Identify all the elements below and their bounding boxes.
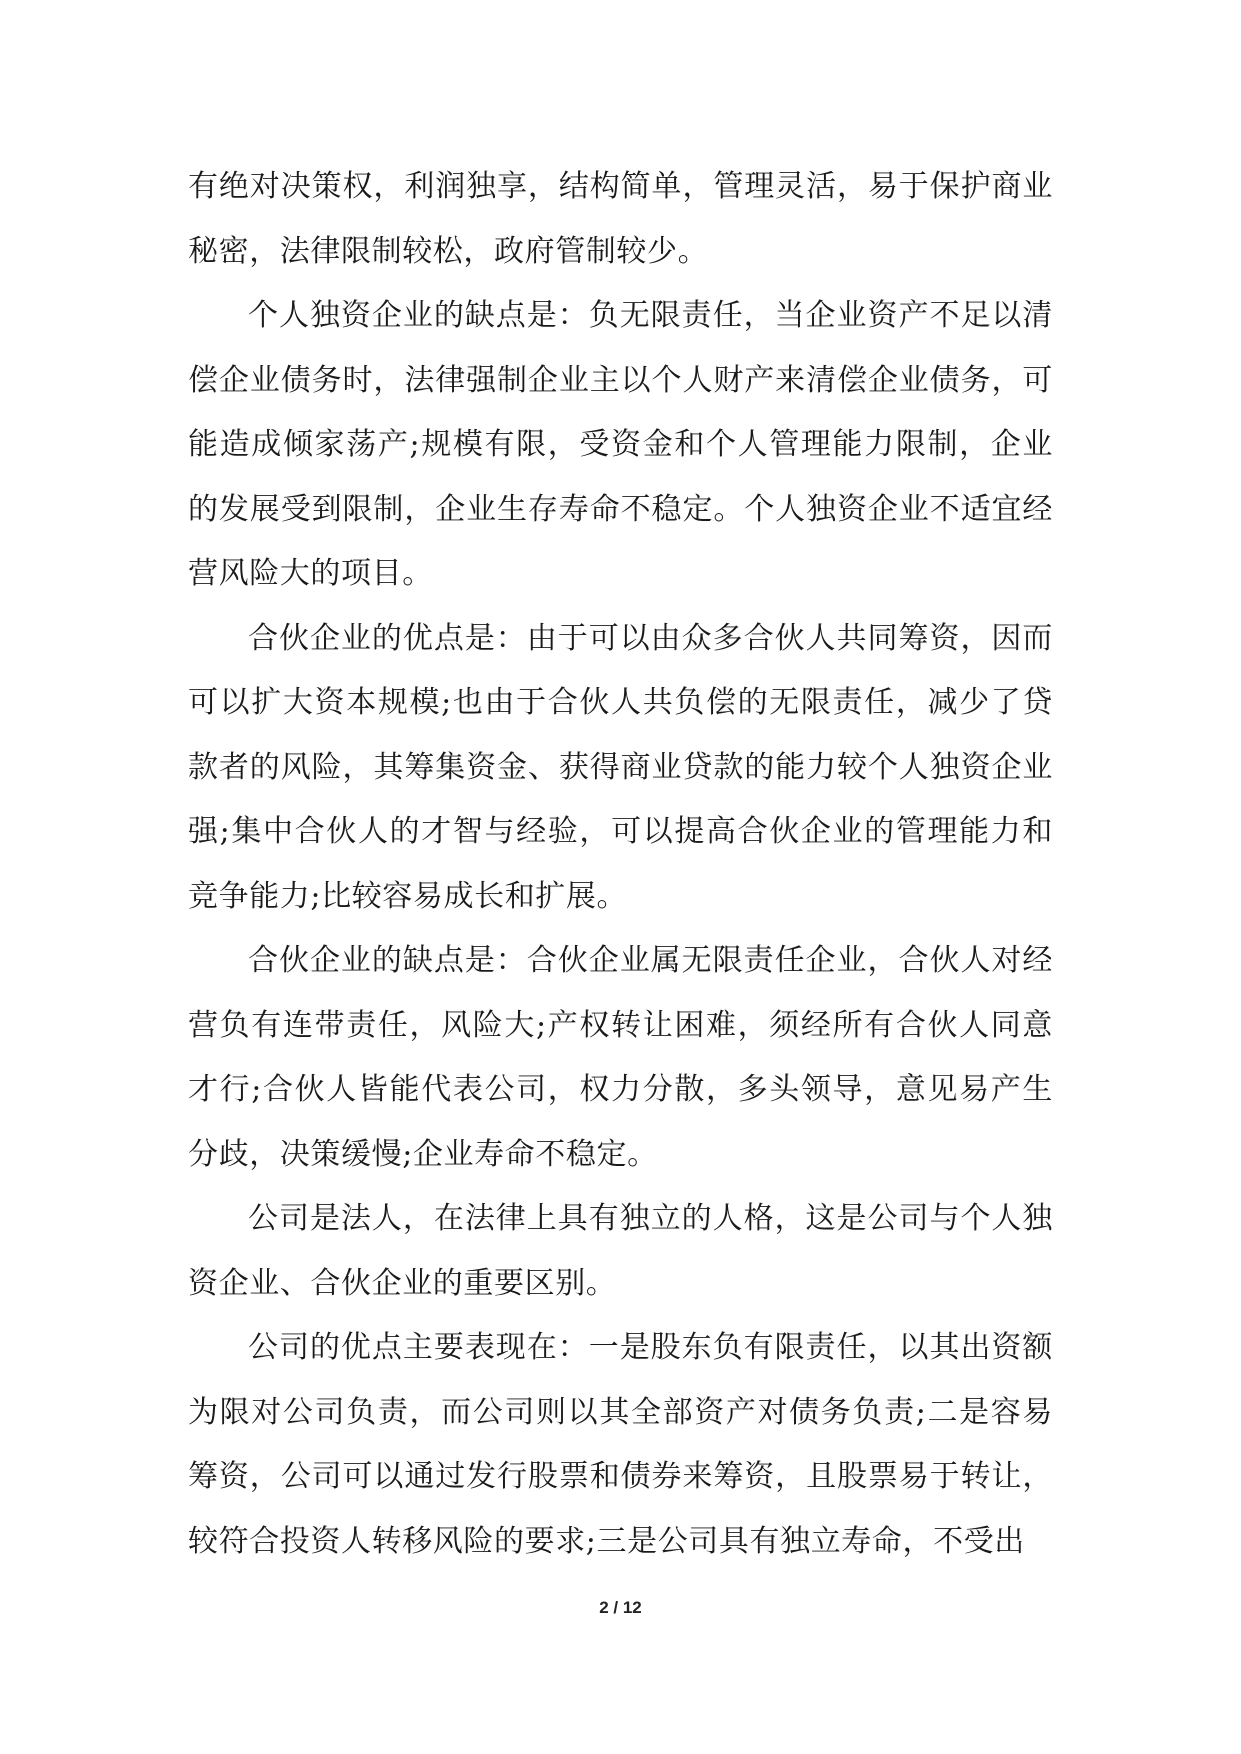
paragraph-company-advantages: 公司的优点主要表现在：一是股东负有限责任，以其出资额为限对公司负责，而公司则以其全部资产对债务负责;二是容易筹资，公司可以通过发行股票和债券来筹资，且股票易于转让，较符合投资人转移风险的要求;三是公司具有独立寿命，不受出 — [188, 1330, 1053, 1559]
paragraph-partnership-disadvantages: 合伙企业的缺点是：合伙企业属无限责任企业，合伙人对经营负有连带责任，风险大;产权转让困难，须经所有合伙人同意才行;合伙人皆能代表公司，权力分散，多头领导，意见易产生分歧，决策缓慢;企业寿命不稳定。 — [188, 943, 1053, 1172]
page-number: 2 / 12 — [599, 1598, 642, 1617]
document-body — [188, 155, 1053, 1574]
paragraph-partnership-advantages: 合伙企业的优点是：由于可以由众多合伙人共同筹资，因而可以扩大资本规模;也由于合伙人共负偿的无限责任，减少了贷款者的风险，其筹集资金、获得商业贷款的能力较个人独资企业强;集中合伙人的才智与经验，可以提高合伙企业的管理能力和竞争能力;比较容易成长和扩展。 — [188, 620, 1053, 914]
paragraph-sole-proprietorship-disadvantages: 个人独资企业的缺点是：负无限责任，当企业资产不足以清偿企业债务时，法律强制企业主以个人财产来清偿企业债务，可能造成倾家荡产;规模有限，受资金和个人管理能力限制，企业的发展受到限制，企业生存寿命不稳定。个人独资企业不适宜经营风险大的项目。 — [188, 298, 1053, 591]
paragraph-continuation: 有绝对决策权，利润独享，结构简单，管理灵活，易于保护商业秘密，法律限制较松，政府管制较少。 — [188, 169, 1053, 269]
paragraph-company-legal-person: 公司是法人，在法律上具有独立的人格，这是公司与个人独资企业、合伙企业的重要区别。 — [188, 1201, 1053, 1301]
